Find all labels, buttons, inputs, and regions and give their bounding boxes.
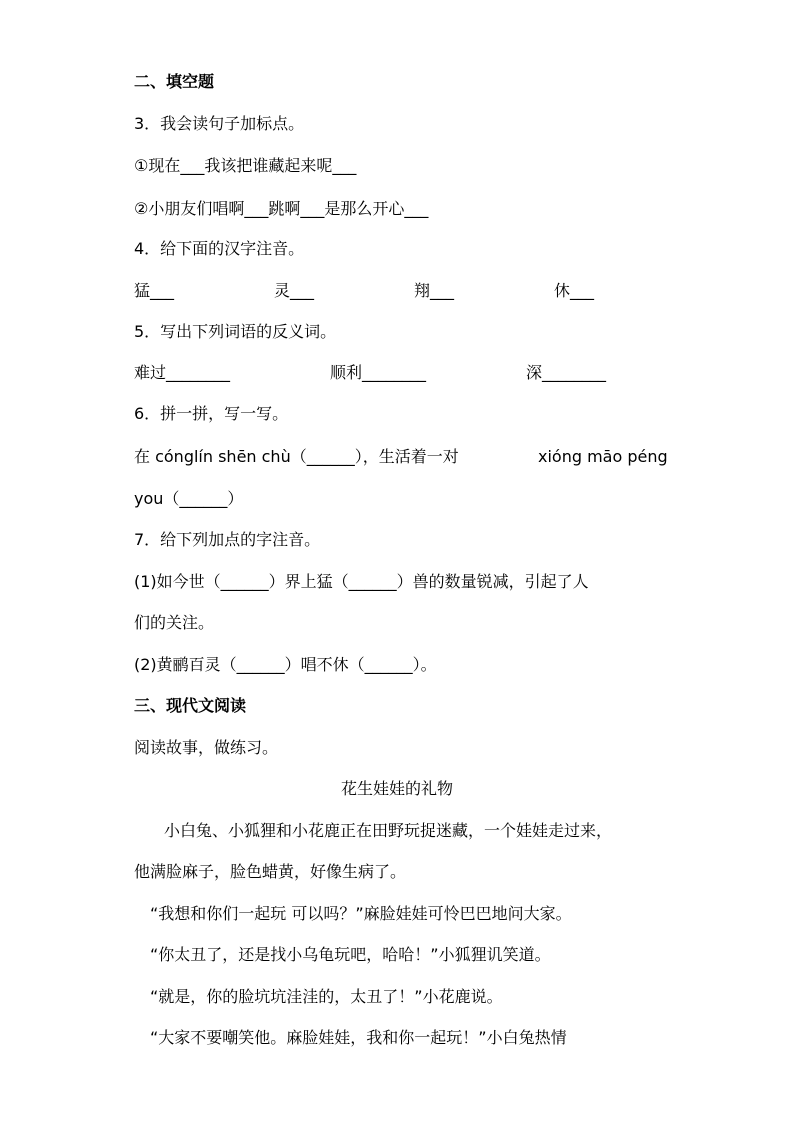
question-7-line-1: (1)如今世（______）界上猛（______）兽的数量锐减，引起了人 (134, 572, 589, 591)
question-5-item-nanguo: 难过________ (134, 363, 231, 382)
question-4-item-xiu: 休___ (554, 281, 595, 300)
story-paragraph-line: “我想和你们一起玩 可以吗？”麻脸娃娃可怜巴巴地问大家。 (150, 904, 572, 923)
story-paragraph-line: 他满脸麻子，脸色蜡黄，好像生病了。 (134, 862, 407, 881)
story-paragraph-line: “大家不要嘲笑他。麻脸娃娃，我和你一起玩！”小白兔热情 (150, 1028, 567, 1047)
question-3-prompt: 3．我会读句子加标点。 (134, 114, 305, 133)
section-heading-fill-blank: 二、填空题 (134, 72, 215, 91)
question-6-line-1: 在 cónglín shēn chù（______），生活着一对 (134, 447, 459, 466)
question-7-prompt: 7．给下列加点的字注音。 (134, 530, 321, 549)
question-5-item-shunli: 顺利________ (330, 363, 427, 382)
question-6-prompt: 6．拼一拼，写一写。 (134, 404, 289, 423)
question-6-pinyin-xiongmao: xióng māo péng (538, 447, 668, 466)
story-paragraph-line: “你太丑了，还是找小乌龟玩吧，哈哈！”小狐狸讥笑道。 (150, 945, 551, 964)
reading-instruction: 阅读故事，做练习。 (134, 738, 279, 757)
question-4-prompt: 4．给下面的汉字注音。 (134, 239, 305, 258)
story-title: 花生娃娃的礼物 (340, 779, 453, 798)
question-5-prompt: 5．写出下列词语的反义词。 (134, 322, 337, 341)
question-7-line-2: 们的关注。 (134, 613, 215, 632)
question-4-item-ling: 灵___ (274, 281, 315, 300)
story-paragraph-line: “就是，你的脸坑坑洼洼的，太丑了！”小花鹿说。 (150, 987, 503, 1006)
question-4-item-xiang: 翔___ (414, 281, 455, 300)
question-6-line-2: you（______） (134, 489, 244, 508)
question-5-item-shen: 深________ (526, 363, 607, 382)
question-7-line-3: (2)黄鹂百灵（______）唱不休（______）。 (134, 655, 437, 674)
section-heading-reading: 三、现代文阅读 (134, 696, 247, 715)
question-3-sentence-2: ②小朋友们唱啊___跳啊___是那么开心___ (134, 199, 429, 218)
question-3-sentence-1: ①现在___我该把谁藏起来呢___ (134, 156, 357, 175)
story-paragraph-line: 小白兔、小狐狸和小花鹿正在田野玩捉迷藏，一个娃娃走过来， (164, 821, 613, 840)
question-4-item-meng: 猛___ (134, 281, 175, 300)
